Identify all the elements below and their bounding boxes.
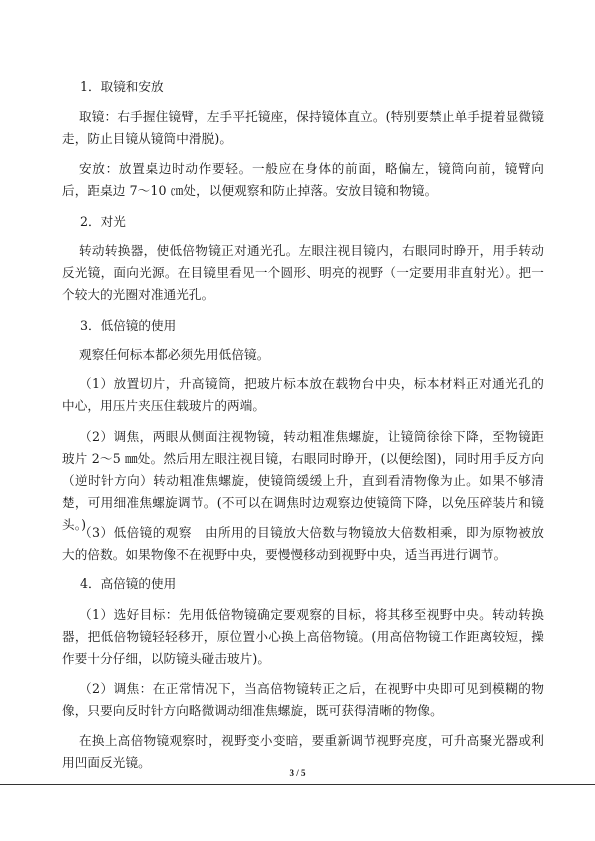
page-number: 3 / 5 [289, 768, 306, 778]
paragraph-light-adjust: 转动转换器，使低倍物镜正对通光孔。左眼注视目镜内，右眼同时睁开，用手转动反光镜，面向光源。在目镜里看见一个圆形、明亮的视野（一定要用非直射光）。把一个较大的光圈对准通光孔。 [62, 243, 544, 302]
paragraph-high-power-focus: （2）调焦：在正常情况下，当高倍物镜转正之后，在视野中央即可见到模糊的物像，只要向反时针方向略微调动细准焦螺旋，既可获得清晰的物像。 [62, 681, 544, 718]
footer-rule [0, 784, 595, 785]
paragraph-select-target: （1）选好目标：先用低倍物镜确定要观察的目标，将其移至视野中央。转动转换器，把低倍物镜轻轻移开，原位置小心换上高倍物镜。(用高倍物镜工作距离较短，操作要十分仔细，以防镜头碰击玻片)。 [62, 607, 544, 666]
paragraph-place-microscope: 安放：放置桌边时动作要轻。一般应在身体的前面，略偏左，镜筒向前，镜臂向后，距桌边 7～10 ㎝处，以便观察和防止掉落。安放目镜和物镜。 [62, 161, 544, 198]
section-heading-1: 1．取镜和安放 [80, 79, 164, 94]
paragraph-take-microscope: 取镜：右手握住镜臂，左手平托镜座，保持镜体直立。(特别要禁止单手提着显微镜走，防止目镜从镜筒中滑脱)。 [62, 109, 544, 146]
section-heading-3: 3．低倍镜的使用 [80, 318, 177, 333]
section-heading-4: 4．高倍镜的使用 [80, 576, 177, 591]
paragraph-brightness-adjust: 在换上高倍物镜观察时，视野变小变暗，要重新调节视野亮度，可升高聚光器或利用凹面反光镜。 [62, 733, 544, 770]
paragraph-place-slide: （1）放置切片，升高镜筒，把玻片标本放在载物台中央，标本材料正对通光孔的中心，用压片夹压住载玻片的两端。 [62, 376, 544, 413]
paragraph-low-power-intro: 观察任何标本都必须先用低倍镜。 [79, 347, 270, 362]
section-heading-2: 2．对光 [80, 214, 126, 229]
paragraph-low-power-observe: （3）低倍镜的观察 由所用的目镜放大倍数与物镜放大倍数相乘，即为原物被放大的倍数。如果物像不在视野中央，要慢慢移动到视野中央，适当再进行调节。 [62, 525, 544, 562]
paragraph-focus: （2）调焦，两眼从侧面注视物镜，转动粗准焦螺旋，让镜筒徐徐下降，至物镜距玻片 2～5 ㎜处。然后用左眼注视目镜，右眼同时睁开，(以便绘图)，同时用手反方向（逆时针方向）转动粗准焦螺旋，使镜筒缓缓上升，直到看清物像为止。如果不够清楚，可用细准焦螺旋调节。(不可以在调焦时边观察边使镜筒下降，以免压碎装片和镜头。) [62, 429, 544, 532]
